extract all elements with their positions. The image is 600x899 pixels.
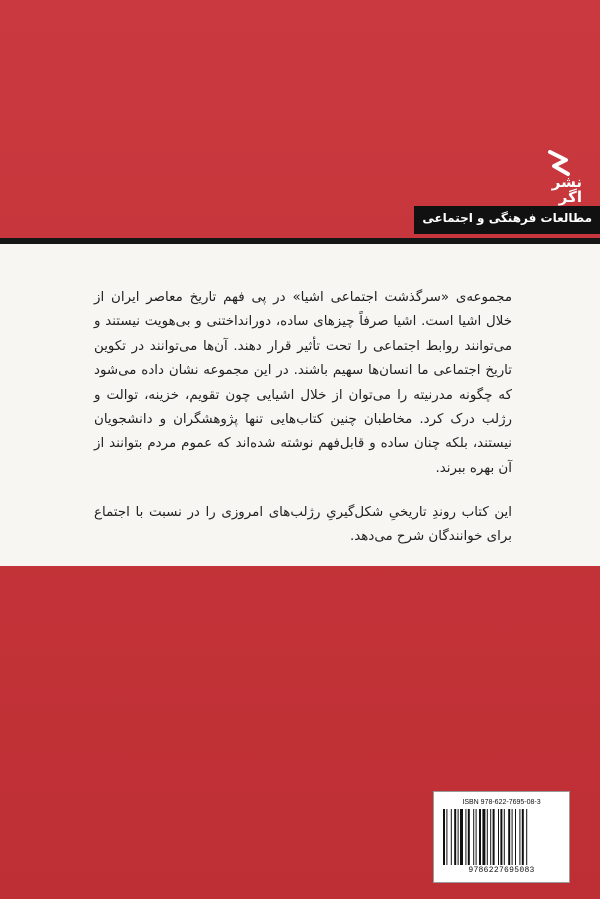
blurb-paragraph-1: مجموعه‌ی «سرگذشت اجتماعی اشیا» در پی فهم تاریخ معاصر ایران از خلال اشیا است. اشیا صرفاً چیزهای ساده، دورانداختنی و بی‌هویت نیستند و می‌توانند روابط اجتماعی را تحت تأثیر قرار دهند. آن‌ها می‌توانند در تکوین تاریخ اجتماعی ما انسان‌ها سهیم باشند. در این مجموعه نشان داده می‌شود که چگونه مدرنیته را می‌توان از خلال اشیایی چون تقویم، خزینه، توالت و رژلب درک کرد. مخاطبان چنین کتاب‌هایی تنها پژوهشگران و دانشجویان نیستند، بلکه چنان ساده و قابل‌فهم نوشته شده‌اند که عموم مردم بتوانند از آن بهره ببرند.: [94, 290, 512, 476]
series-label: مطالعات فرهنگی و اجتماعی: [422, 211, 592, 225]
publisher-logo-text: نشر اگر: [551, 173, 582, 206]
blurb-paragraph-2: این کتاب روندِ تاریخیِ شکل‌گیریِ رژلب‌های امروزی را در نسبت با اجتماع برای خوانندگان شرح می‌دهد.: [94, 505, 512, 545]
isbn-barcode: [433, 791, 570, 883]
isbn-label: ISBN 978-622-7695-08-3: [462, 799, 541, 806]
barcode-bars-icon: [442, 809, 561, 867]
blurb-panel: [0, 244, 600, 566]
series-label-bar: [414, 206, 600, 234]
barcode-digits: 9786227695083: [468, 866, 535, 875]
